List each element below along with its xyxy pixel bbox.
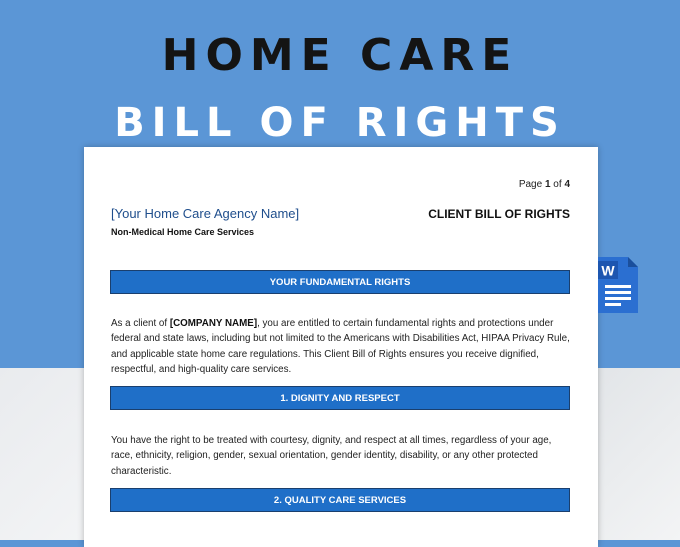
hero-title-line1: HOME CARE <box>161 30 519 81</box>
services-subtitle: Non-Medical Home Care Services <box>111 227 255 237</box>
microsoft-word-icon <box>598 257 638 313</box>
intro-paragraph: As a client of [COMPANY NAME], you are entitled to certain fundamental rights and protections under federal and state laws, including but not limited to the Americans with Disabilities Act, HIPAA Privacy Rule, and applicable state home care regulations. This Client Bill of Rights ensures you receive dignified, respectful, and high-quality care services. <box>111 318 570 376</box>
page-number: Page 1 of 4 <box>518 179 570 190</box>
section-heading-quality-care: 2. QUALITY CARE SERVICES <box>110 488 570 512</box>
dignity-paragraph: You have the right to be treated with courtesy, dignity, and respect at all times, regardless of your age, race, ethnicity, religion, gender, sexual orientation, gender identity, disability, or any other protected characteristic. <box>111 435 552 477</box>
document-page <box>84 147 598 547</box>
hero-title-line2: BILL OF RIGHTS <box>114 100 566 146</box>
section-heading-fundamental-rights: YOUR FUNDAMENTAL RIGHTS <box>110 270 570 294</box>
agency-name: [Your Home Care Agency Name] <box>111 206 300 221</box>
document-title: CLIENT BILL OF RIGHTS <box>428 207 570 221</box>
word-icon-letter: W <box>601 262 615 279</box>
section-heading-dignity: 1. DIGNITY AND RESPECT <box>110 386 570 410</box>
